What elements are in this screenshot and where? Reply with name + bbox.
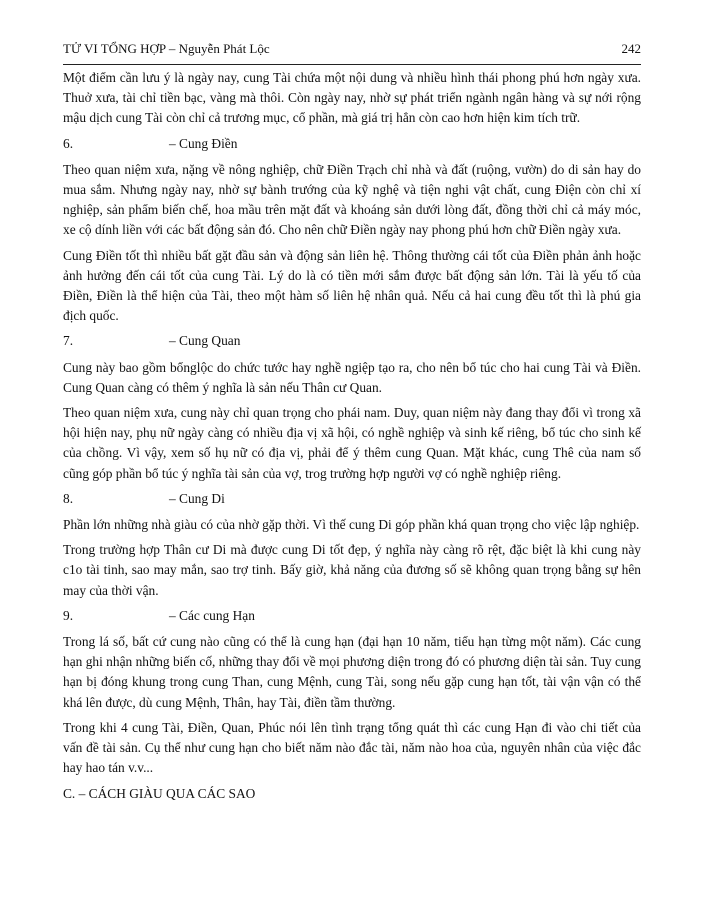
page-header <box>63 40 641 65</box>
list-number: 8. <box>63 490 74 506</box>
paragraph: Trong khi 4 cung Tài, Điền, Quan, Phúc nói lên tình trạng tổng quát thì các cung Hạn đi vào chi tiết của vấn đề tài sản. Cụ thể như cung hạn cho biết năm nào đắc tài, năm nào hoa của, nguyên nhân của việc đắc hay hao tán v.v... <box>63 719 641 776</box>
paragraph: Theo quan niệm xưa, cung này chỉ quan trọng cho phái nam. Duy, quan niệm này đang thay đổi vì trong xã hội hiện nay, phụ nữ ngày càng có nhiều địa vị xã hội, có nghề nghiệp và sinh kế riêng, bổ túc cho sinh kế của chồng. Vì vậy, xem số hụ nữ có địa vị, phải để ý thêm cung Quan. Mặt khác, cung Thê của nam số cũng góp phần bổ túc ý nghĩa tài sản của vợ, trog trường hợp người vợ có nghề nghiệp riêng. <box>63 405 641 481</box>
paragraph: Cung này bao gồm bổnglộc do chức tước hay nghề ngiệp tạo ra, cho nên bổ túc cho hai cung Tài và Điền. Cung Quan càng có thêm ý nghĩa là sản nếu Thân cư Quan. <box>63 359 641 395</box>
list-heading-label: – Cung Điền <box>169 135 238 151</box>
list-heading-8 <box>63 489 641 509</box>
document-page <box>63 40 641 804</box>
list-heading-label: – Các cung Hạn <box>169 607 255 623</box>
list-heading-6 <box>63 134 641 154</box>
paragraph: Theo quan niệm xưa, nặng về nông nghiệp, chữ Điền Trạch chỉ nhà và đất (ruộng, vườn) do di sản hay do mua sắm. Nhưng ngày nay, nhờ sự bành trướng của kỹ nghệ và tiện nghi vật chất, cung Điện còn chỉ xí nghiệp, sản phẩm biến chế, hoa mầu trên mặt đất và khoáng sản dưới lòng đất, đồng thời chỉ cả máy móc, xe cộ dính liền với các bất động sản đó. Cho nên chữ Điền ngày nay phong phú hơn chữ Điền ngày xưa. <box>63 161 641 238</box>
section-heading: C. – CÁCH GIÀU QUA CÁC SAO <box>63 785 256 801</box>
list-heading-label: – Cung Di <box>169 490 225 506</box>
list-number: 9. <box>63 607 74 623</box>
header-title: TỬ VI TỔNG HỢP – Nguyễn Phát Lộc <box>63 41 270 56</box>
list-heading-label: – Cung Quan <box>169 333 241 349</box>
paragraph: Cung Điền tốt thì nhiều bất gặt đầu sản và động sản liên hệ. Thông thường cái tốt của Điền phản ảnh hoặc ảnh hưởng đến cái tốt của cung Tài. Lý do là có tiền mới sắm được bất động sản lớn. Tài là yếu tố của Điền, Điền là thể hiện của Tài, theo một hàm số liên hệ nhân quả. Nếu cả hai cung đều tốt thì là phú gia địch quốc. <box>63 247 641 324</box>
paragraph: Một điểm cần lưu ý là ngày nay, cung Tài chứa một nội dung và nhiều hình thái phong phú hơn ngày xưa. Thuở xưa, tài chỉ tiền bạc, vàng mà thôi. Còn ngày nay, nhờ sự phát triển ngành ngân hàng và sự nới rộng mậu dịch cung Tài còn chỉ cả trương mục, cổ phần, mà giá trị hẳn còn cao hơn hiện kim tích trữ. <box>63 70 641 126</box>
list-number: 6. <box>63 135 74 151</box>
paragraph: Trong trường hợp Thân cư Di mà được cung Di tốt đẹp, ý nghĩa này càng rõ rệt, đặc biệt là khi cung này c1o tài tinh, sao may mắn, sao trợ tinh. Bấy giờ, khả năng của đương số sẽ không quan trọng bằng sự hên may của thời vận. <box>63 542 641 598</box>
list-number: 7. <box>63 333 74 349</box>
paragraph: Phần lớn những nhà giàu có của nhờ gặp thời. Vì thế cung Di góp phần khá quan trọng cho việc lập nghiệp. <box>63 517 640 533</box>
page-number: 242 <box>621 41 641 56</box>
list-heading-9 <box>63 606 641 626</box>
paragraph: Trong lá số, bất cứ cung nào cũng có thể là cung hạn (đại hạn 10 năm, tiểu hạn từng một năm). Các cung hạn ghi nhận những biến cố, những thay đổi về mọi phương diện trong đó có phương diện tài sản. Tuy cung hạn bị đóng khung trong cung Than, cung Mệnh, cung Tài, song nếu gặp cung hạn tốt, tài vận vận có thể khá lên được, dù cung Mệnh, Thân, hay Tài, điền tầm thường. <box>63 634 641 710</box>
list-heading-7 <box>63 331 641 351</box>
